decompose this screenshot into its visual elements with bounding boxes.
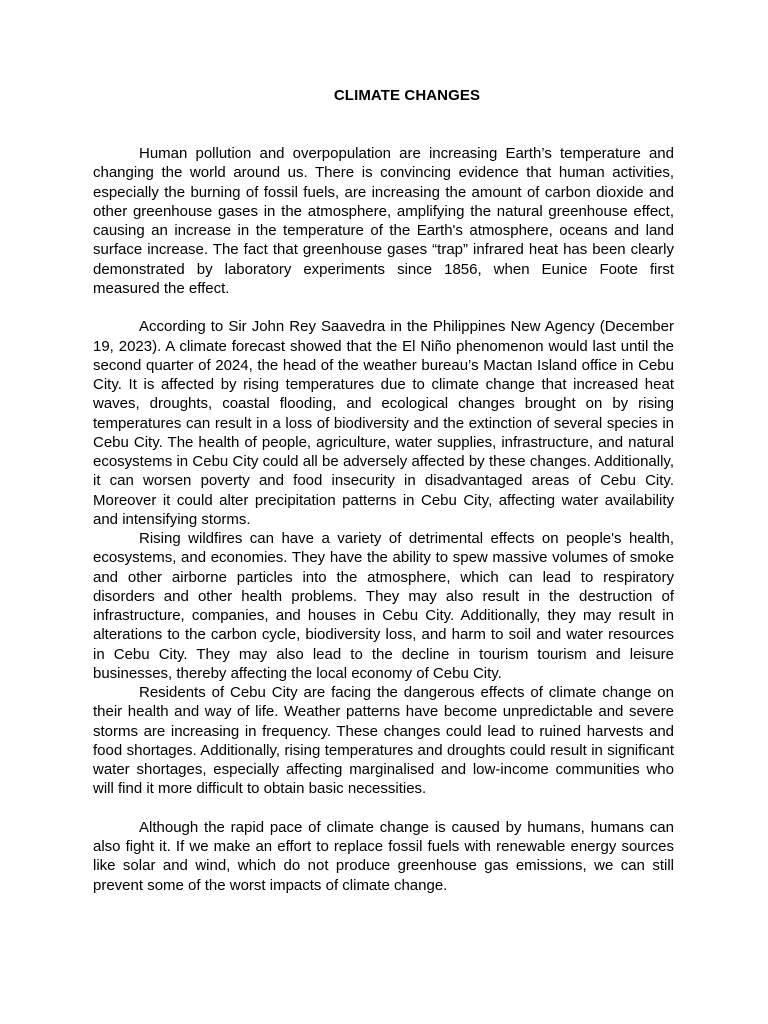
paragraph-3: Rising wildfires can have a variety of detrimental effects on people's health, ecosystems, and economies. They have the ability to spew massive volumes of smoke and other airborne particles into the atmosphere, which can lead to respiratory disorders and other health problems. They may also result in the destruction of infrastructure, companies, and houses in Cebu City. Additionally, they may result in alterations to the carbon cycle, biodiversity loss, and harm to soil and water resources in Cebu City. They may also lead to the decline in tourism tourism and leisure businesses, thereby affecting the local economy of Cebu City. — [93, 530, 674, 682]
document-title: CLIMATE CHANGES — [333, 87, 481, 104]
paragraph-2: According to Sir John Rey Saavedra in the Philippines New Agency (December 19, 2023). A climate forecast showed that the El Niño phenomenon would last until the second quarter of 2024, the head of the weather bureau’s Mactan Island office in Cebu City. It is affected by rising temperatures due to climate change that increased heat waves, droughts, coastal flooding, and ecological changes brought on by rising temperatures can result in a loss of biodiversity and the extinction of several species in Cebu City. The health of people, agriculture, water supplies, infrastructure, and natural ecosystems in Cebu City could all be adversely affected by these changes. Additionally, it can worsen poverty and food insecurity in disadvantaged areas of Cebu City. Moreover it could alter precipitation patterns in Cebu City, affecting water availability and intensifying storms. — [93, 318, 674, 528]
paragraph-5: Although the rapid pace of climate change is caused by humans, humans can also fight it. If we make an effort to replace fossil fuels with renewable energy sources like solar and wind, which do not produce greenhouse gas emissions, we can still prevent some of the worst impacts of climate change. — [93, 818, 674, 894]
document-body — [93, 144, 674, 895]
paragraph-4: Residents of Cebu City are facing the dangerous effects of climate change on their health and way of life. Weather patterns have become unpredictable and severe storms are increasing in frequency. These changes could lead to ruined harvests and food shortages. Additionally, rising temperatures and droughts could result in significant water shortages, especially affecting marginalised and low-income communities who will find it more difficult to obtain basic necessities. — [93, 684, 674, 798]
paragraph-1: Human pollution and overpopulation are increasing Earth’s temperature and changing the world around us. There is convincing evidence that human activities, especially the burning of fossil fuels, are increasing the amount of carbon dioxide and other greenhouse gases in the atmosphere, amplifying the natural greenhouse effect, causing an increase in the temperature of the Earth's atmosphere, oceans and land surface increase. The fact that greenhouse gases “trap” infrared heat has been clearly demonstrated by laboratory experiments since 1856, when Eunice Foote first measured the effect. — [93, 145, 674, 297]
